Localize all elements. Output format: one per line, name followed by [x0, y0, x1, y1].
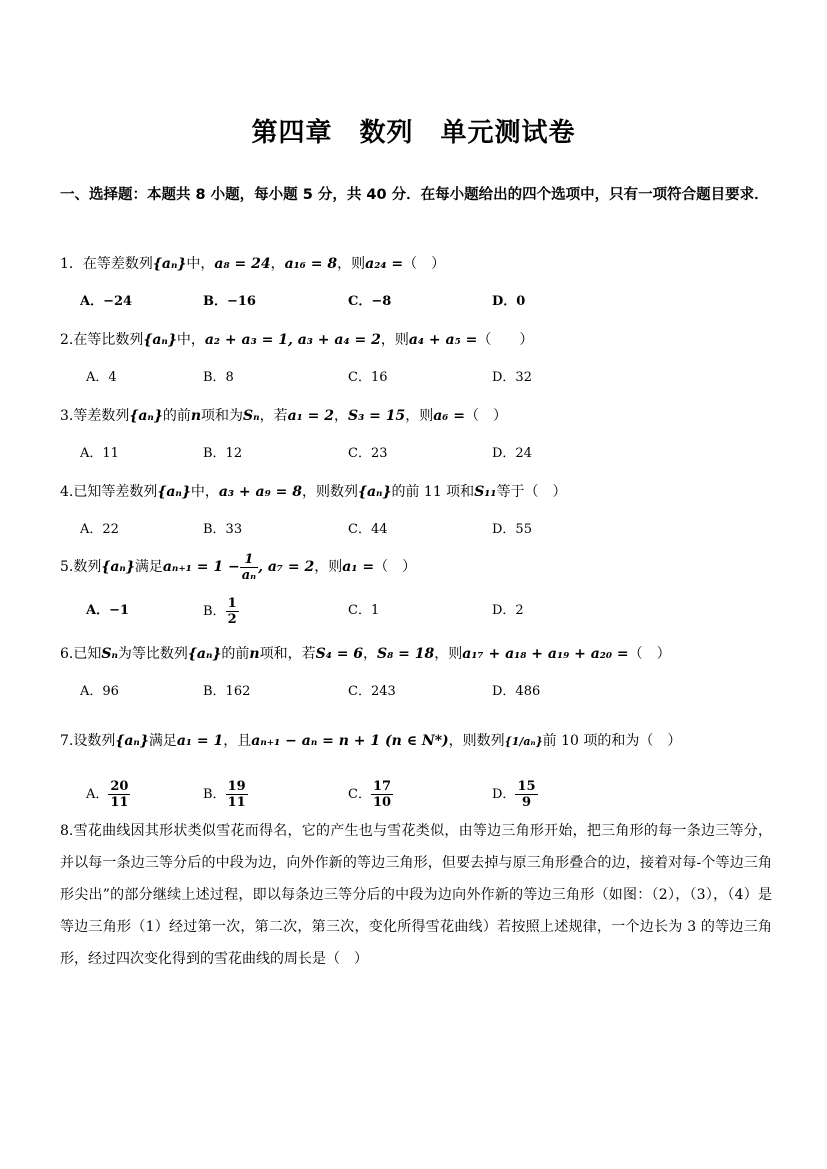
- q5-option-b-fraction: [226, 596, 239, 627]
- q1-option-d[interactable]: D．0: [492, 294, 526, 309]
- q5-option-d[interactable]: D．2: [492, 603, 524, 618]
- q5-option-b-num: 1: [227, 596, 237, 611]
- q1-cond1: a₈ = 24: [214, 256, 271, 272]
- q6-mid3: 项和，若: [259, 646, 316, 662]
- question-6: 6.已知Sₙ为等比数列{aₙ}的前n项和，若S₄ = 6，S₈ = 18，则a₁₇ + a₁₈ + a₁₉ + a₂₀ =（ ）: [60, 646, 671, 662]
- q3-options: [80, 441, 780, 467]
- q6-option-b[interactable]: B．162: [203, 684, 251, 699]
- q2-options: [86, 365, 786, 391]
- q3-option-c[interactable]: C．23: [348, 446, 388, 461]
- question-7: [60, 724, 775, 759]
- q6-mid: 为等比数列: [117, 646, 188, 662]
- q3-option-b[interactable]: B．12: [203, 446, 243, 461]
- q7-option-c-num: 17: [372, 779, 392, 794]
- q5-frac-num: 1: [240, 552, 258, 568]
- q6-option-c[interactable]: C．243: [348, 684, 396, 699]
- q4-stem: 4.已知等差数列: [60, 484, 158, 500]
- q5-option-b-den: 2: [227, 612, 237, 627]
- q4-cond: a₃ + a₉ = 8: [218, 484, 302, 500]
- q7-seq: {aₙ}: [115, 733, 149, 749]
- q4-seq2: {aₙ}: [357, 484, 392, 500]
- q1-ask: ，则: [337, 256, 366, 272]
- q7-mid3: ，则数列: [448, 733, 505, 749]
- q1-cond2: a₁₆ = 8: [284, 256, 338, 272]
- q7-option-a[interactable]: [86, 776, 130, 814]
- page-title: 第四章 数列 单元测试卷: [251, 118, 576, 148]
- question-2: [60, 329, 775, 351]
- q3-seq: {aₙ}: [129, 408, 163, 424]
- q7-option-b[interactable]: [203, 776, 248, 814]
- q3-option-a[interactable]: A．11: [80, 446, 119, 461]
- q6-sn: Sₙ: [101, 646, 118, 662]
- q7-mid2: ，且: [223, 733, 252, 749]
- q3-mid2: 项和为: [201, 408, 244, 424]
- q7-option-a-num: 20: [110, 779, 129, 794]
- q5-mid: 满足: [134, 559, 163, 575]
- q3-target: a₆ =: [433, 408, 466, 424]
- q3-sn: Sₙ: [243, 408, 260, 424]
- q2-option-a[interactable]: A．4: [86, 370, 117, 385]
- q5-lhs: aₙ₊₁ = 1 −: [162, 559, 240, 575]
- q4-mid: 中，: [190, 484, 219, 500]
- q7-option-a-label: A．: [86, 787, 109, 802]
- q5-stem: 5.数列: [60, 559, 102, 575]
- q7-stem: 7.设数列: [60, 733, 116, 749]
- q2-seq: {aₙ}: [143, 332, 177, 348]
- q7-cond2: aₙ₊₁ − aₙ = n + 1 (n ∈ N*): [251, 733, 449, 749]
- q1-options: [80, 289, 780, 315]
- q3-ask: ，则: [405, 408, 434, 424]
- q2-mid: 中，: [176, 332, 205, 348]
- q1-seq: {aₙ}: [152, 256, 187, 272]
- q4-option-c[interactable]: C．44: [348, 522, 388, 537]
- q1-target: a₂₄ =: [365, 256, 404, 272]
- q7-tail: 前 10 项的和为（ ）: [542, 733, 682, 749]
- question-4: [60, 481, 775, 503]
- q7-option-d-fraction: [515, 779, 537, 810]
- q4-mid2: ，则数列: [301, 484, 358, 500]
- q4-option-a[interactable]: A．22: [80, 522, 119, 537]
- q4-options: [80, 517, 780, 543]
- question-5: [60, 551, 775, 583]
- q2-cond: a₂ + a₃ = 1, a₃ + a₄ = 2: [204, 332, 381, 348]
- q5-option-c[interactable]: C．1: [348, 603, 380, 618]
- q7-option-d-den: 9: [521, 795, 531, 810]
- q6-cond1: S₄ = 6: [315, 646, 364, 662]
- q7-options: [86, 776, 786, 814]
- q7-option-b-den: 11: [227, 795, 246, 810]
- q7-option-c-label: C．: [348, 787, 371, 802]
- q5-frac-den: aₙ: [241, 567, 257, 583]
- q1-stem: 1．在等差数列: [60, 256, 153, 272]
- q6-option-a[interactable]: A．96: [80, 684, 119, 699]
- q6-option-d[interactable]: D．486: [492, 684, 541, 699]
- q1-option-b[interactable]: B．−16: [203, 294, 256, 309]
- question-8: 8.雪花曲线因其形状类似雪花而得名，它的产生也与雪花类似，由等边三角形开始，把三角形的每一条边三等分，并以每一条边三等分后的中段为边，向外作新的等边三角形，但要去掉与原三角形叠合的边，接着对每-个等边三角形尖出”的部分继续上述过程，即以每条边三等分后的中段为边向外作新的等边三角形（如图：（2），（3），（4）是等边三角形（1）经过第一次，第二次，第三次，变化所得雪花曲线）若按照上述规律，一个边长为 3 的等边三角形，经过四次变化得到的雪花曲线的周长是（ ）: [60, 823, 772, 967]
- q3-n: n: [190, 408, 202, 424]
- q5-ask: ，则: [314, 559, 343, 575]
- q3-option-d[interactable]: D．24: [492, 446, 532, 461]
- q1-option-c[interactable]: C．−8: [348, 294, 392, 309]
- q7-option-c-fraction: [371, 779, 393, 810]
- q7-option-b-label: B．: [203, 787, 226, 802]
- q6-cond2: S₈ = 18: [377, 646, 435, 662]
- q7-option-a-fraction: [108, 779, 130, 810]
- q2-option-d[interactable]: D．32: [492, 370, 532, 385]
- q1-option-a[interactable]: A．−24: [80, 294, 133, 309]
- question-3: 3.等差数列{aₙ}的前n项和为Sₙ，若a₁ = 2，S₃ = 15，则a₆ =（ ）: [60, 408, 508, 424]
- q7-option-b-num: 19: [227, 779, 246, 794]
- q7-option-a-den: 11: [110, 795, 129, 810]
- q4-tail: 等于（ ）: [496, 484, 567, 500]
- q3-mid3: ，若: [259, 408, 288, 424]
- q5-target: a₁ =: [342, 559, 375, 575]
- q7-option-c-den: 10: [372, 795, 392, 810]
- q2-stem: 2.在等比数列: [60, 332, 144, 348]
- q4-s11: S₁₁: [474, 484, 497, 500]
- q2-option-b[interactable]: B．8: [203, 370, 234, 385]
- q7-option-c[interactable]: [348, 776, 393, 814]
- question-1: 1．在等差数列{aₙ}中，a₈ = 24，a₁₆ = 8，则a₂₄ =（ ）: [60, 256, 446, 272]
- q3-stem: 3.等差数列: [60, 408, 130, 424]
- q7-option-d-num: 15: [517, 779, 536, 794]
- q4-option-b[interactable]: B．33: [203, 522, 243, 537]
- q2-ask: ，则: [380, 332, 409, 348]
- q5-fraction: [240, 552, 258, 583]
- q4-option-d[interactable]: D．55: [492, 522, 532, 537]
- q6-n: n: [249, 646, 260, 662]
- q4-seq: {aₙ}: [157, 484, 191, 500]
- q5-option-b[interactable]: [203, 596, 239, 627]
- q7-garbled-seq: {1/aₙ}: [504, 735, 543, 748]
- q5-options: [86, 596, 786, 630]
- q6-options: [80, 679, 780, 705]
- q6-target: a₁₇ + a₁₈ + a₁₉ + a₂₀ =: [462, 646, 629, 662]
- q7-cond1: a₁ = 1: [176, 733, 224, 749]
- q2-target: a₄ + a₅ =: [408, 332, 478, 348]
- q3-tail: （ ）: [465, 408, 508, 424]
- q5-option-b-label: B．: [203, 604, 226, 619]
- q7-option-b-fraction: [226, 779, 248, 810]
- q5-seq: {aₙ}: [101, 559, 135, 575]
- q6-ask: ，则: [434, 646, 463, 662]
- q3-cond2: S₃ = 15: [348, 408, 406, 424]
- section-heading: 一、选择题：本题共 8 小题，每小题 5 分，共 40 分．在每小题给出的四个选项中，只有一项符合题目要求．: [60, 187, 769, 203]
- q2-option-c[interactable]: C．16: [348, 370, 388, 385]
- q4-mid3: 的前 11 项和: [391, 484, 475, 500]
- q2-tail: （ ）: [477, 332, 534, 348]
- q1-mid: 中，: [186, 256, 215, 272]
- q3-mid1: 的前: [162, 408, 191, 424]
- q7-option-d-label: D．: [492, 787, 516, 802]
- q3-cond1: a₁ = 2: [287, 408, 335, 424]
- q1-tail: （ ）: [403, 256, 446, 272]
- q6-tail: （ ）: [628, 646, 671, 662]
- q5-option-a[interactable]: A．−1: [86, 603, 130, 618]
- q6-mid2: 的前: [221, 646, 250, 662]
- q5-tail: （ ）: [374, 559, 417, 575]
- q6-stem: 6.已知: [60, 646, 102, 662]
- q7-mid: 满足: [148, 733, 177, 749]
- q6-seq: {aₙ}: [187, 646, 222, 662]
- q5-cond2: , a₇ = 2: [258, 559, 315, 575]
- q7-option-d[interactable]: [492, 776, 538, 814]
